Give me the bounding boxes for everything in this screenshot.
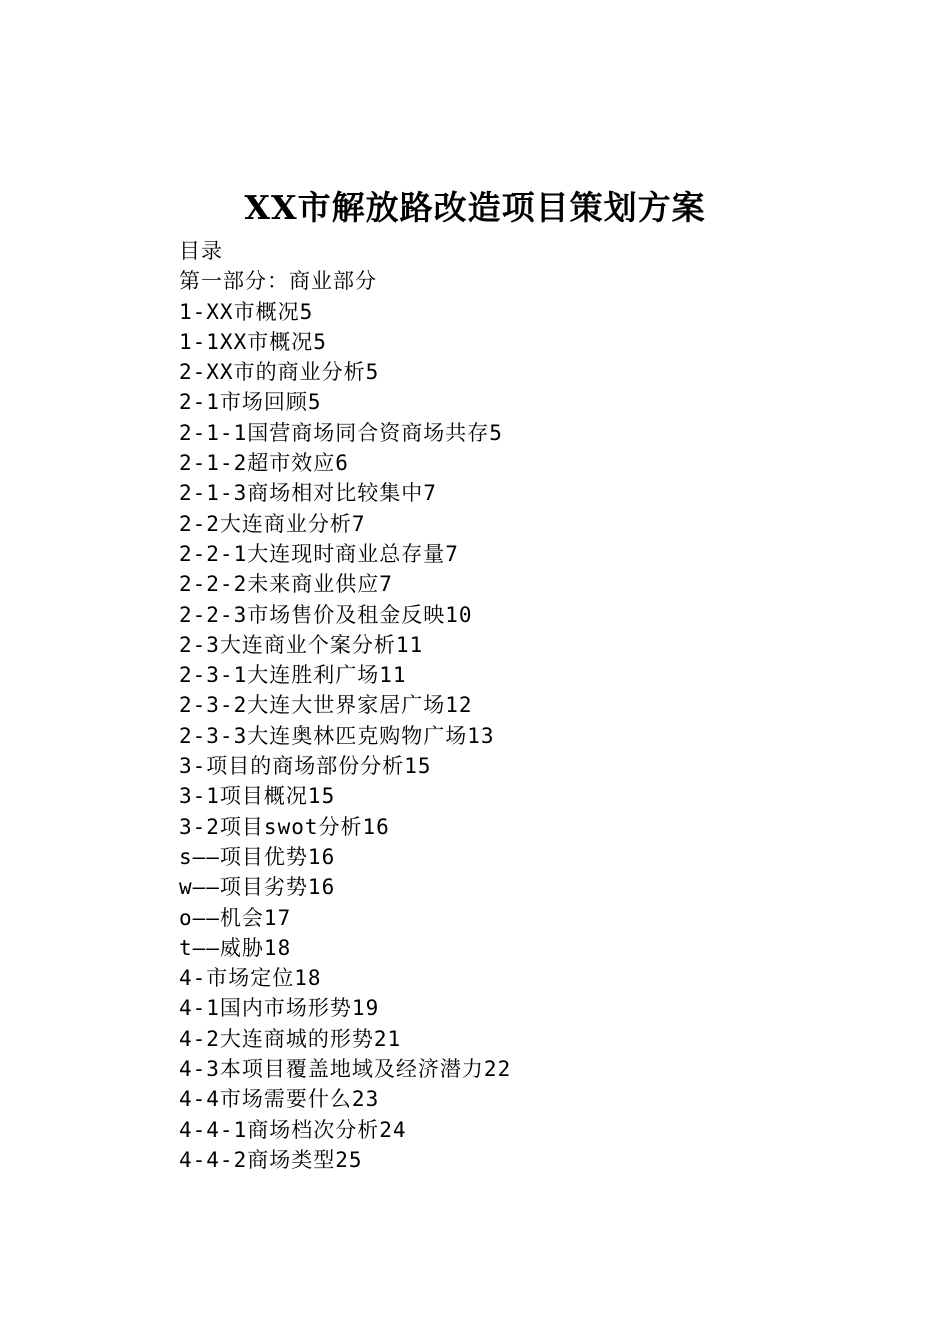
toc-line: 4-4-2商场类型25 <box>179 1147 363 1172</box>
toc-line: 2-1-2超市效应6 <box>179 451 349 476</box>
toc-heading: 目录 <box>179 239 223 263</box>
toc-line: 2-XX市的商业分析5 <box>179 360 380 385</box>
toc-line: w——项目劣势16 <box>179 875 336 900</box>
toc-line: 2-3大连商业个案分析11 <box>179 632 424 657</box>
toc-line: 2-1-1国营商场同合资商场共存5 <box>179 420 503 445</box>
toc-line: 2-3-2大连大世界家居广场12 <box>179 693 473 718</box>
toc-line: 1-1XX市概况5 <box>179 329 327 354</box>
toc-line: 4-2大连商城的形势21 <box>179 1026 402 1051</box>
document-title: XX市解放路改造项目策划方案 <box>244 188 706 227</box>
toc-line: 4-市场定位18 <box>179 966 322 991</box>
toc-line: 4-3本项目覆盖地域及经济潜力22 <box>179 1057 512 1082</box>
toc-line: o——机会17 <box>179 905 292 930</box>
toc-line: 3-项目的商场部份分析15 <box>179 754 432 779</box>
toc-line: 2-2大连商业分析7 <box>179 511 366 536</box>
toc-line: 2-2-2未来商业供应7 <box>179 572 393 597</box>
toc-line: 4-4市场需要什么23 <box>179 1087 380 1112</box>
toc-line: 2-1市场回顾5 <box>179 390 322 415</box>
toc-line: 2-1-3商场相对比较集中7 <box>179 481 437 506</box>
toc-line: 1-XX市概况5 <box>179 299 314 324</box>
toc-line: 3-1项目概况15 <box>179 784 336 809</box>
toc-line: s——项目优势16 <box>179 844 336 869</box>
toc-line: 4-4-1商场档次分析24 <box>179 1117 407 1142</box>
toc-line: 2-2-3市场售价及租金反映10 <box>179 602 473 627</box>
table-of-contents <box>179 236 511 1175</box>
toc-line: 3-2项目swot分析16 <box>179 814 390 839</box>
toc-line: 第一部分：商业部分 <box>179 269 377 294</box>
toc-line: 2-3-3大连奥林匹克购物广场13 <box>179 723 495 748</box>
toc-line: 2-2-1大连现时商业总存量7 <box>179 541 459 566</box>
toc-line: 2-3-1大连胜利广场11 <box>179 663 407 688</box>
toc-line: t——威胁18 <box>179 935 292 960</box>
toc-line: 4-1国内市场形势19 <box>179 996 380 1021</box>
